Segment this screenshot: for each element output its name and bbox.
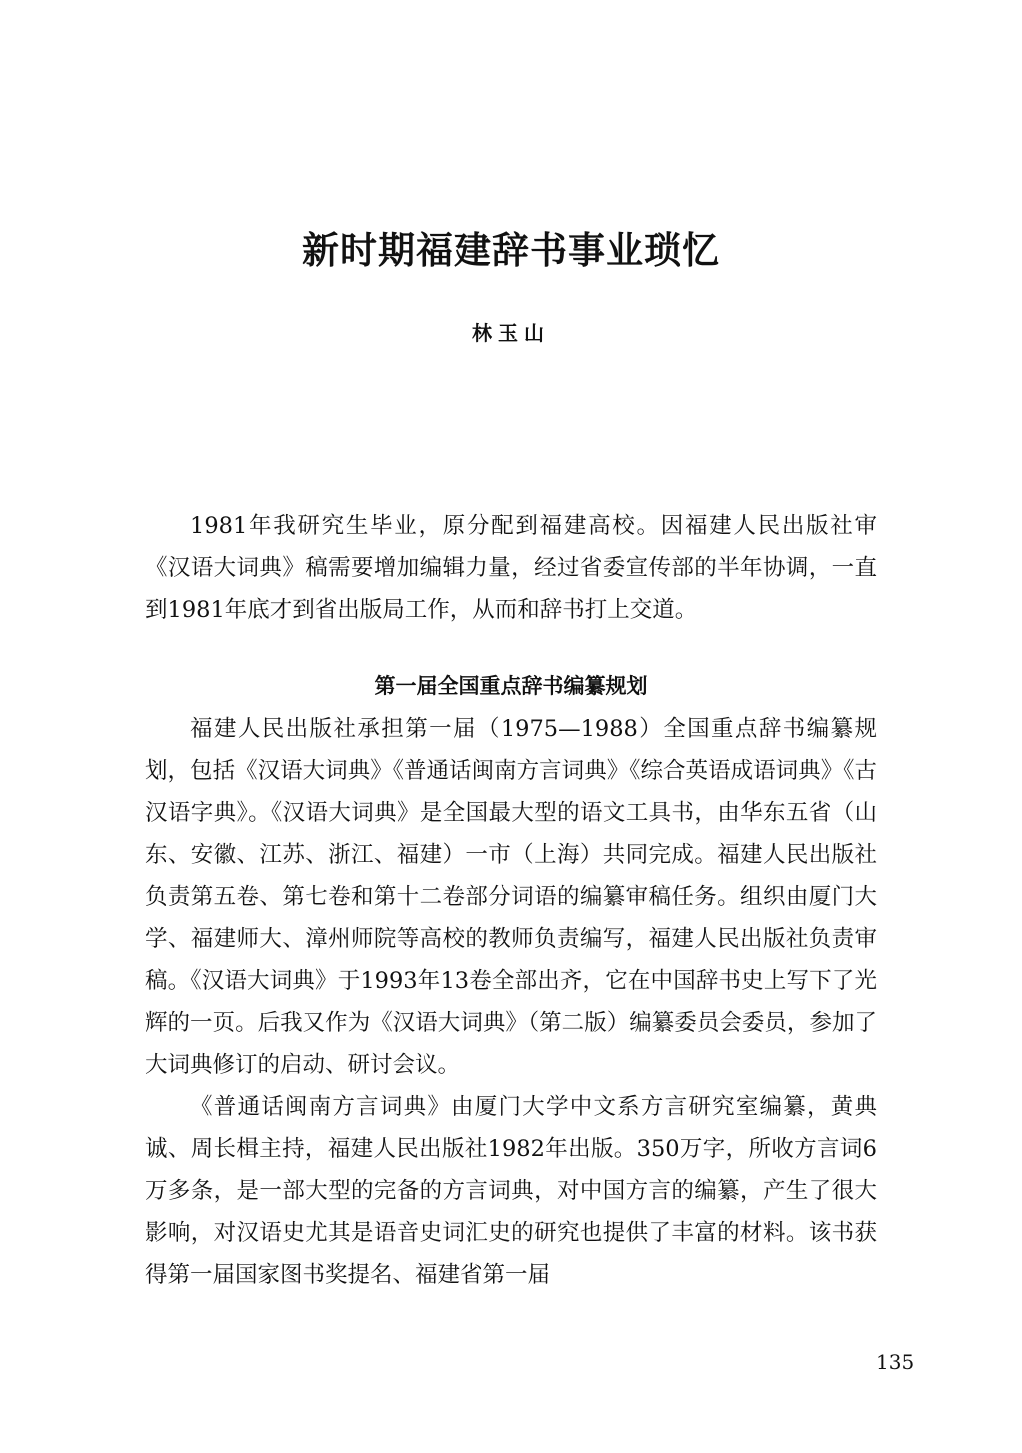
body-paragraph-2: 《普通话闽南方言词典》由厦门大学中文系方言研究室编纂，黄典诚、周长楫主持，福建人民出版社1982年出版。350万字，所收方言词6万多条，是一部大型的完备的方言词典，对中国方言的编纂，产生了很大影响，对汉语史尤其是语音史词汇史的研究也提供了丰富的材料。该书获得第一届国家图书奖提名、福建省第一届 [145,1094,877,1288]
intro-paragraph: 1981年我研究生毕业，原分配到福建高校。因福建人民出版社审《汉语大词典》稿需要增加编辑力量，经过省委宣传部的半年协调，一直到1981年底才到省出版局工作，从而和辞书打上交道。 [145,513,877,623]
body-paragraph-1: 福建人民出版社承担第一届（1975—1988）全国重点辞书编纂规划，包括《汉语大词典》《普通话闽南方言词典》《综合英语成语词典》《古汉语字典》。《汉语大词典》是全国最大型的语文工具书，由华东五省（山东、安徽、江苏、浙江、福建）一市（上海）共同完成。福建人民出版社负责第五卷、第七卷和第十二卷部分词语的编纂审稿任务。组织由厦门大学、福建师大、漳州师院等高校的教师负责编写，福建人民出版社负责审稿。《汉语大词典》于1993年13卷全部出齐，它在中国辞书史上写下了光辉的一页。后我又作为《汉语大词典》（第二版）编纂委员会委员，参加了大词典修订的启动、研讨会议。 [145,716,877,1078]
page-number: 135 [876,1350,915,1374]
section-body [145,708,877,1296]
article-title: 新时期福建辞书事业琐忆 [302,228,720,272]
article-author: 林玉山 [472,321,550,345]
intro-section [145,505,877,631]
section-heading: 第一届全国重点辞书编纂规划 [374,673,648,698]
